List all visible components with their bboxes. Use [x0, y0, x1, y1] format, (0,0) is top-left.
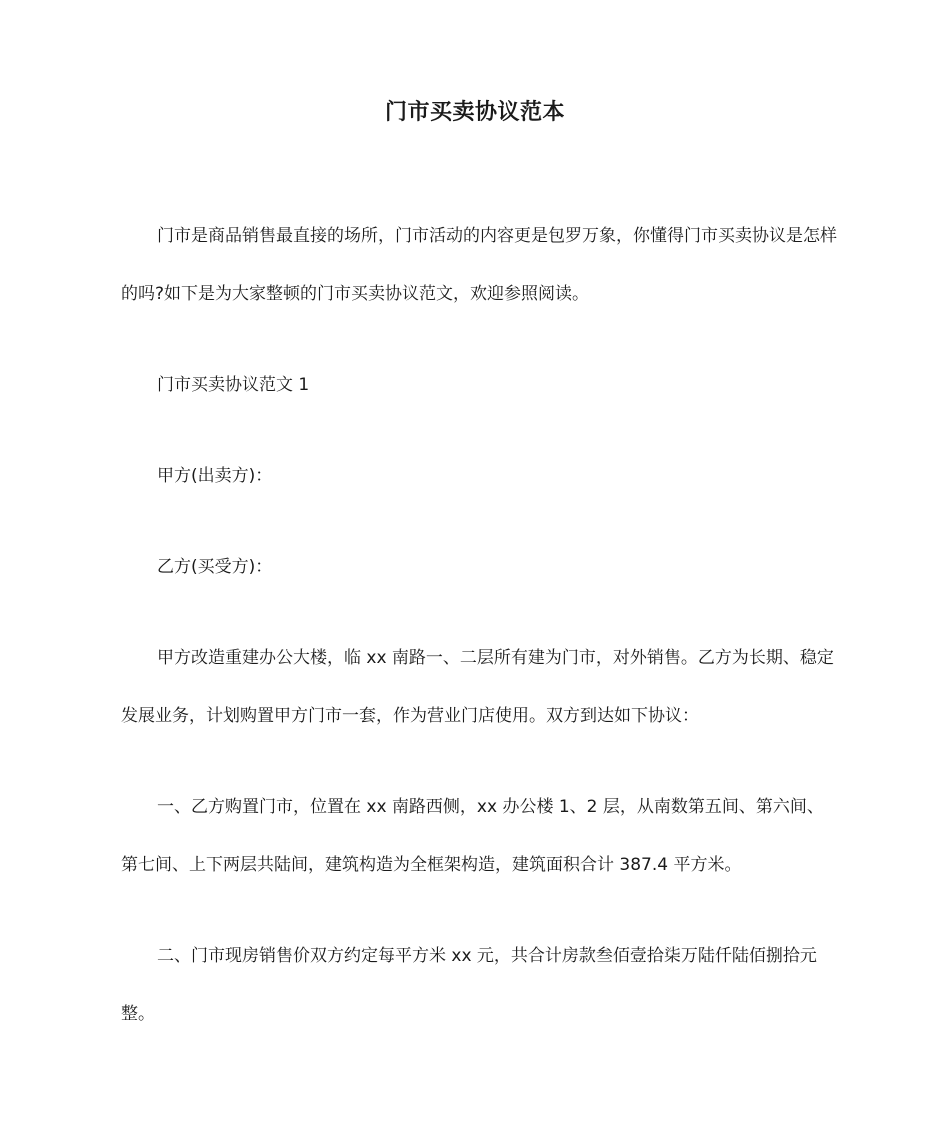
clause-one: 一、乙方购置门市，位置在 xx 南路西侧，xx 办公楼 1、2 层，从南数第五间、第六间、第七间、上下两层共陆间，建筑构造为全框架构造，建筑面积合计 387.4 平方米。: [121, 797, 824, 875]
agreement-preamble: 甲方改造重建办公大楼，临 xx 南路一、二层所有建为门市，对外销售。乙方为长期、稳定发展业务，计划购置甲方门市一套，作为营业门店使用。双方到达如下协议：: [121, 648, 834, 726]
section-heading: 门市买卖协议范文 1: [157, 375, 310, 395]
clause-two: 二、门市现房销售价双方约定每平方米 xx 元，共合计房款叁佰壹拾柒万陆仟陆佰捌拾元整。: [121, 946, 817, 1024]
intro-paragraph: 门市是商品销售最直接的场所，门市活动的内容更是包罗万象，你懂得门市买卖协议是怎样的吗?如下是为大家整顿的门市买卖协议范文，欢迎参照阅读。: [121, 226, 837, 304]
party-a-line: 甲方(出卖方)：: [157, 466, 273, 486]
document-title: 门市买卖协议范本: [384, 100, 565, 125]
party-b-line: 乙方(买受方)：: [157, 557, 273, 577]
